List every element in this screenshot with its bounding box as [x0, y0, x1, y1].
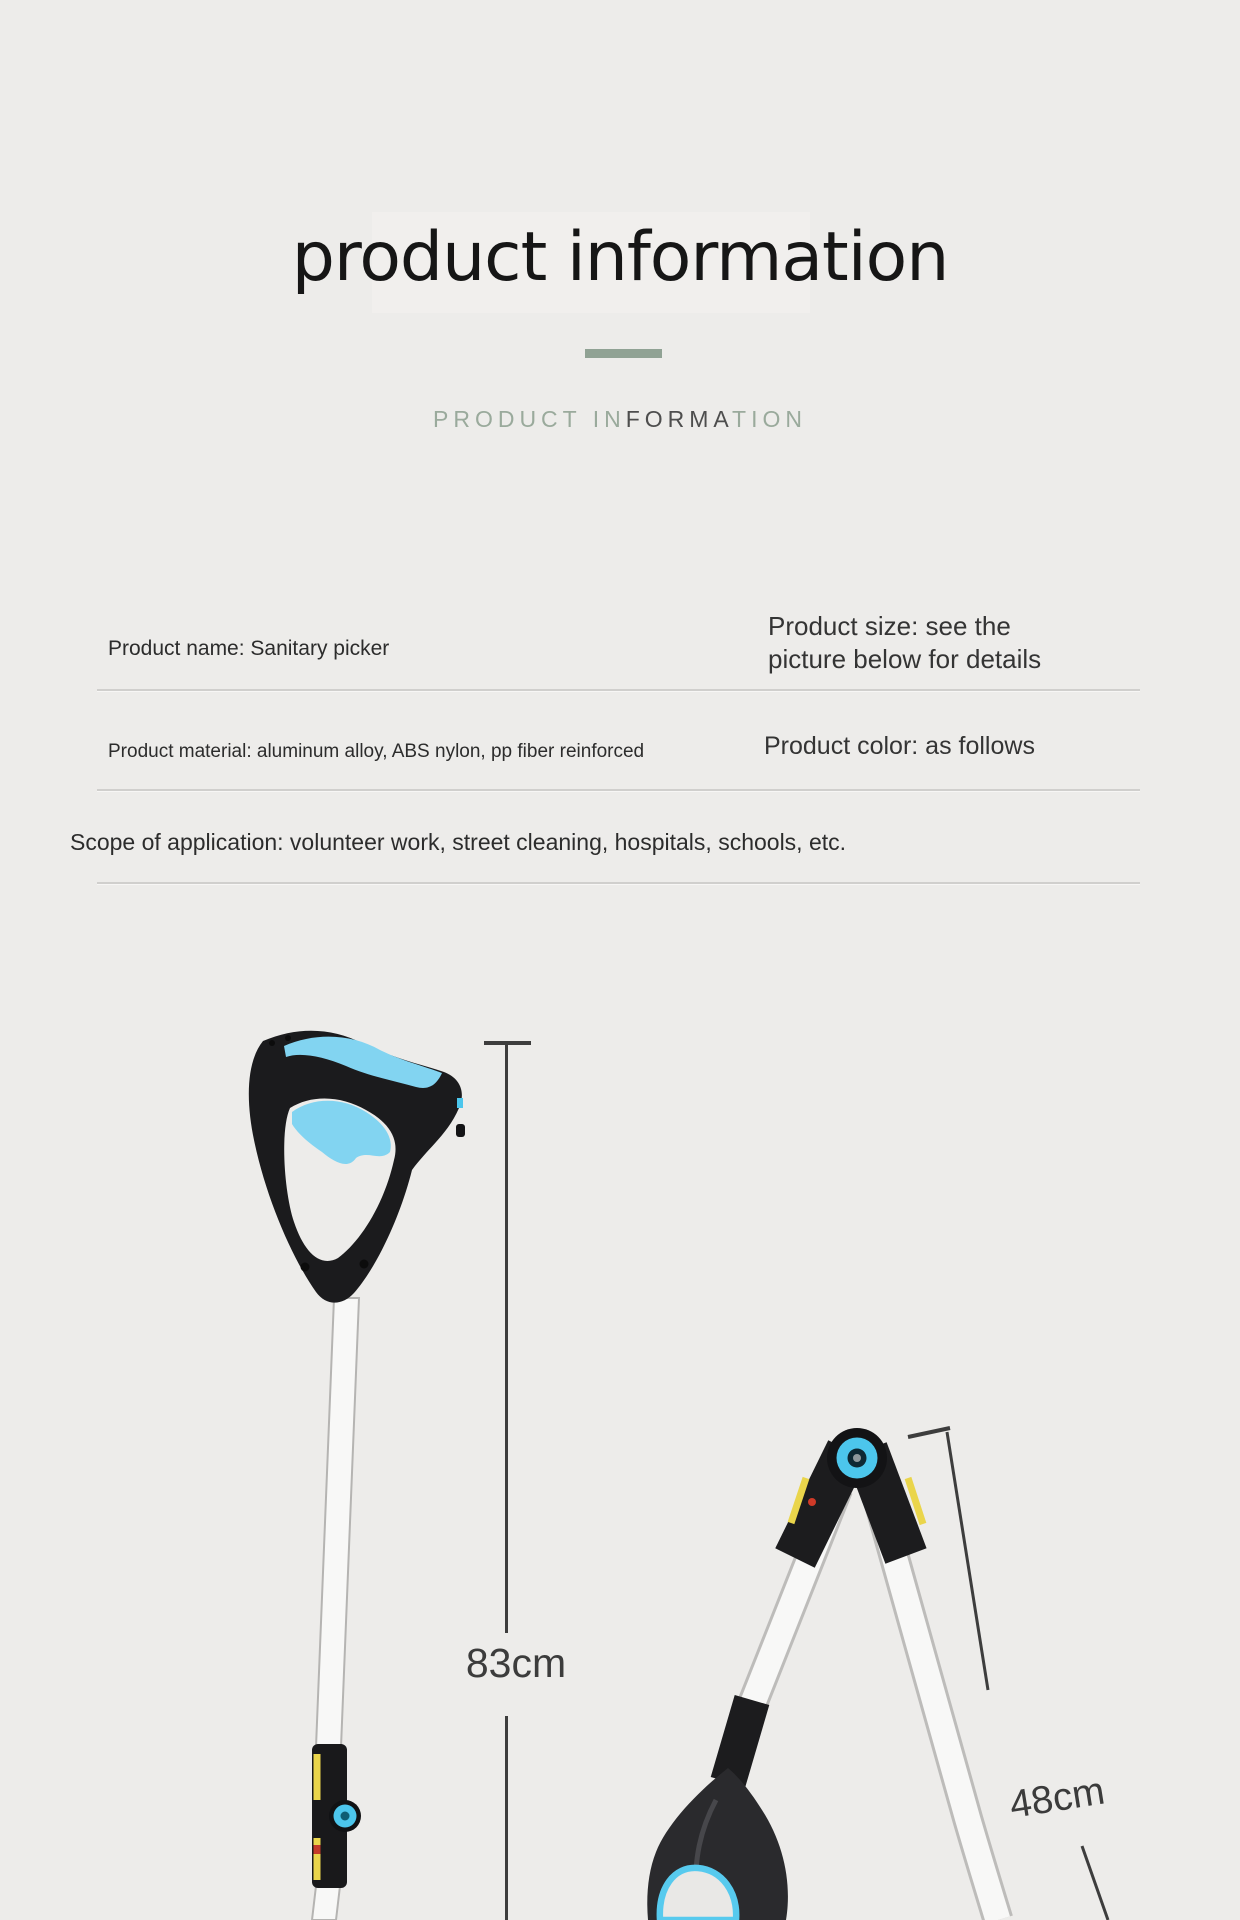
dimension-48-label: 48cm: [1006, 1769, 1108, 1827]
spec-divider: [97, 689, 1140, 691]
section-subtitle: [0, 406, 1240, 433]
page-title: product information: [291, 218, 949, 297]
warning-label-red: [314, 1845, 321, 1854]
spec-product-material: Product material: aluminum alloy, ABS nylon, pp fiber reinforced: [108, 741, 645, 762]
handle-screw: [301, 1263, 310, 1272]
dimension-48-line: [1082, 1846, 1108, 1920]
dimension-83-line: [505, 1044, 508, 1633]
warning-label: [314, 1838, 321, 1880]
picker-shaft-lower: [312, 1886, 340, 1920]
folding-hinge-pin: [853, 1454, 861, 1462]
subtitle-mid: FORMA: [625, 406, 733, 432]
spec-product-size: Product size: see the picture below for details: [768, 611, 1042, 675]
accent-divider: [585, 349, 662, 358]
picker-folded-illustration: [580, 1380, 1140, 1920]
warning-label: [314, 1754, 321, 1800]
spec-divider: [97, 789, 1140, 791]
spec-product-name: Product name: Sanitary picker: [108, 637, 390, 660]
dimension-83-line: [505, 1716, 508, 1920]
dimension-83-label: 83cm: [465, 1640, 567, 1686]
dimension-48-cap: [908, 1428, 950, 1437]
handle-screw: [360, 1260, 369, 1269]
subtitle-tail: TION: [732, 406, 807, 432]
warning-label-red: [808, 1498, 816, 1506]
dimension-48-line: [947, 1432, 988, 1690]
spec-divider: [97, 882, 1140, 884]
handle-rivet: [285, 1035, 291, 1041]
spec-product-color: Product color: as follows: [764, 732, 1035, 760]
spec-scope: Scope of application: volunteer work, street cleaning, hospitals, schools, etc.: [70, 829, 847, 855]
subtitle-lead: PRODUCT IN: [433, 406, 626, 432]
picker-shaft: [316, 1298, 359, 1747]
grabber-neck: [728, 1700, 752, 1782]
handle-side-button: [456, 1124, 465, 1137]
lock-knob-center: [341, 1812, 350, 1821]
handle-side-accent: [457, 1098, 463, 1108]
handle-rivet: [269, 1040, 275, 1046]
